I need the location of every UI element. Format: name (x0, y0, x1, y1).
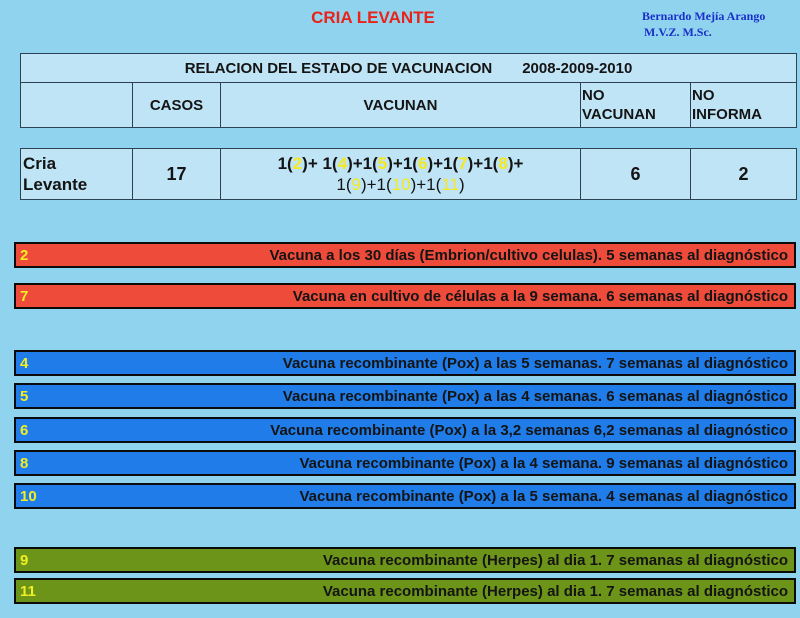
bar-code: 11 (20, 582, 36, 600)
bar-code: 7 (20, 287, 29, 305)
author-block (642, 8, 765, 40)
row-label-line2: Levante (23, 175, 88, 194)
bar-text: Vacuna recombinante (Pox) a la 3,2 semanas 6,2 semanas al diagnóstico (270, 421, 788, 439)
vaccination-data-table (20, 148, 797, 200)
bar-text: Vacuna recombinante (Pox) a las 5 semanas. 7 semanas al diagnóstico (282, 354, 788, 372)
row-label-line1: Cria (23, 154, 57, 173)
page-title: CRIA LEVANTE (311, 8, 435, 27)
vaccine-bar-7 (14, 283, 796, 309)
bar-code: 8 (20, 454, 29, 472)
bar-text: Vacuna recombinante (Pox) a las 4 semanas. 6 semanas al diagnóstico (282, 387, 788, 405)
bar-code: 9 (20, 551, 29, 569)
author-credentials: M.V.Z. M.Sc. (644, 25, 712, 39)
vacunan-formula (221, 149, 581, 200)
bar-code: 10 (20, 487, 37, 505)
vaccine-bar-10 (14, 483, 796, 509)
no-informa-value: 2 (691, 149, 797, 200)
bar-code: 2 (20, 246, 29, 264)
bar-code: 6 (20, 421, 29, 439)
table-row (21, 149, 797, 200)
table-title-cell (21, 54, 797, 83)
bar-code: 5 (20, 387, 29, 405)
bar-text: Vacuna recombinante (Pox) a la 5 semana. 4 semanas al diagnóstico (299, 487, 788, 505)
vaccine-bar-6 (14, 417, 796, 443)
no-vacunan-value: 6 (581, 149, 691, 200)
header-casos: CASOS (133, 83, 221, 128)
bar-text: Vacuna recombinante (Pox) a la 4 semana. 9 semanas al diagnóstico (299, 454, 788, 472)
vaccine-bar-2 (14, 242, 796, 268)
header-no-informa (691, 83, 797, 128)
row-label (21, 149, 133, 200)
vaccine-bar-4 (14, 350, 796, 376)
formula-line2: 1(9)+1(10)+1(11) (336, 175, 465, 194)
header-no-vacunan-line2: VACUNAN (582, 106, 656, 123)
table-title: RELACION DEL ESTADO DE VACUNACION (184, 59, 493, 77)
bar-text: Vacuna a los 30 días (Embrion/cultivo celulas). 5 semanas al diagnóstico (269, 246, 788, 264)
vaccine-bar-11 (14, 578, 796, 604)
header-no-vacunan-line1: NO (582, 87, 605, 104)
bar-code: 4 (20, 354, 29, 372)
header-vacunan: VACUNAN (221, 83, 581, 128)
author-name: Bernardo Mejía Arango (642, 9, 766, 23)
table-years: 2008-2009-2010 (522, 59, 633, 77)
vaccination-header-table (20, 53, 797, 128)
bar-text: Vacuna en cultivo de células a la 9 semana. 6 semanas al diagnóstico (292, 287, 788, 305)
header-no-informa-line1: NO (692, 87, 715, 104)
formula-line1: 1(2)+ 1(4)+1(5)+1(6)+1(7)+1(8)+ (277, 154, 524, 173)
header-no-vacunan (581, 83, 691, 128)
vaccine-bar-5 (14, 383, 796, 409)
empty-header-cell (21, 83, 133, 128)
vaccine-bar-9 (14, 547, 796, 573)
casos-value: 17 (133, 149, 221, 200)
bar-text: Vacuna recombinante (Herpes) al dia 1. 7 semanas al diagnóstico (322, 582, 788, 600)
vaccine-bar-8 (14, 450, 796, 476)
header-no-informa-line2: INFORMA (692, 106, 762, 123)
bar-text: Vacuna recombinante (Herpes) al dia 1. 7 semanas al diagnóstico (322, 551, 788, 569)
